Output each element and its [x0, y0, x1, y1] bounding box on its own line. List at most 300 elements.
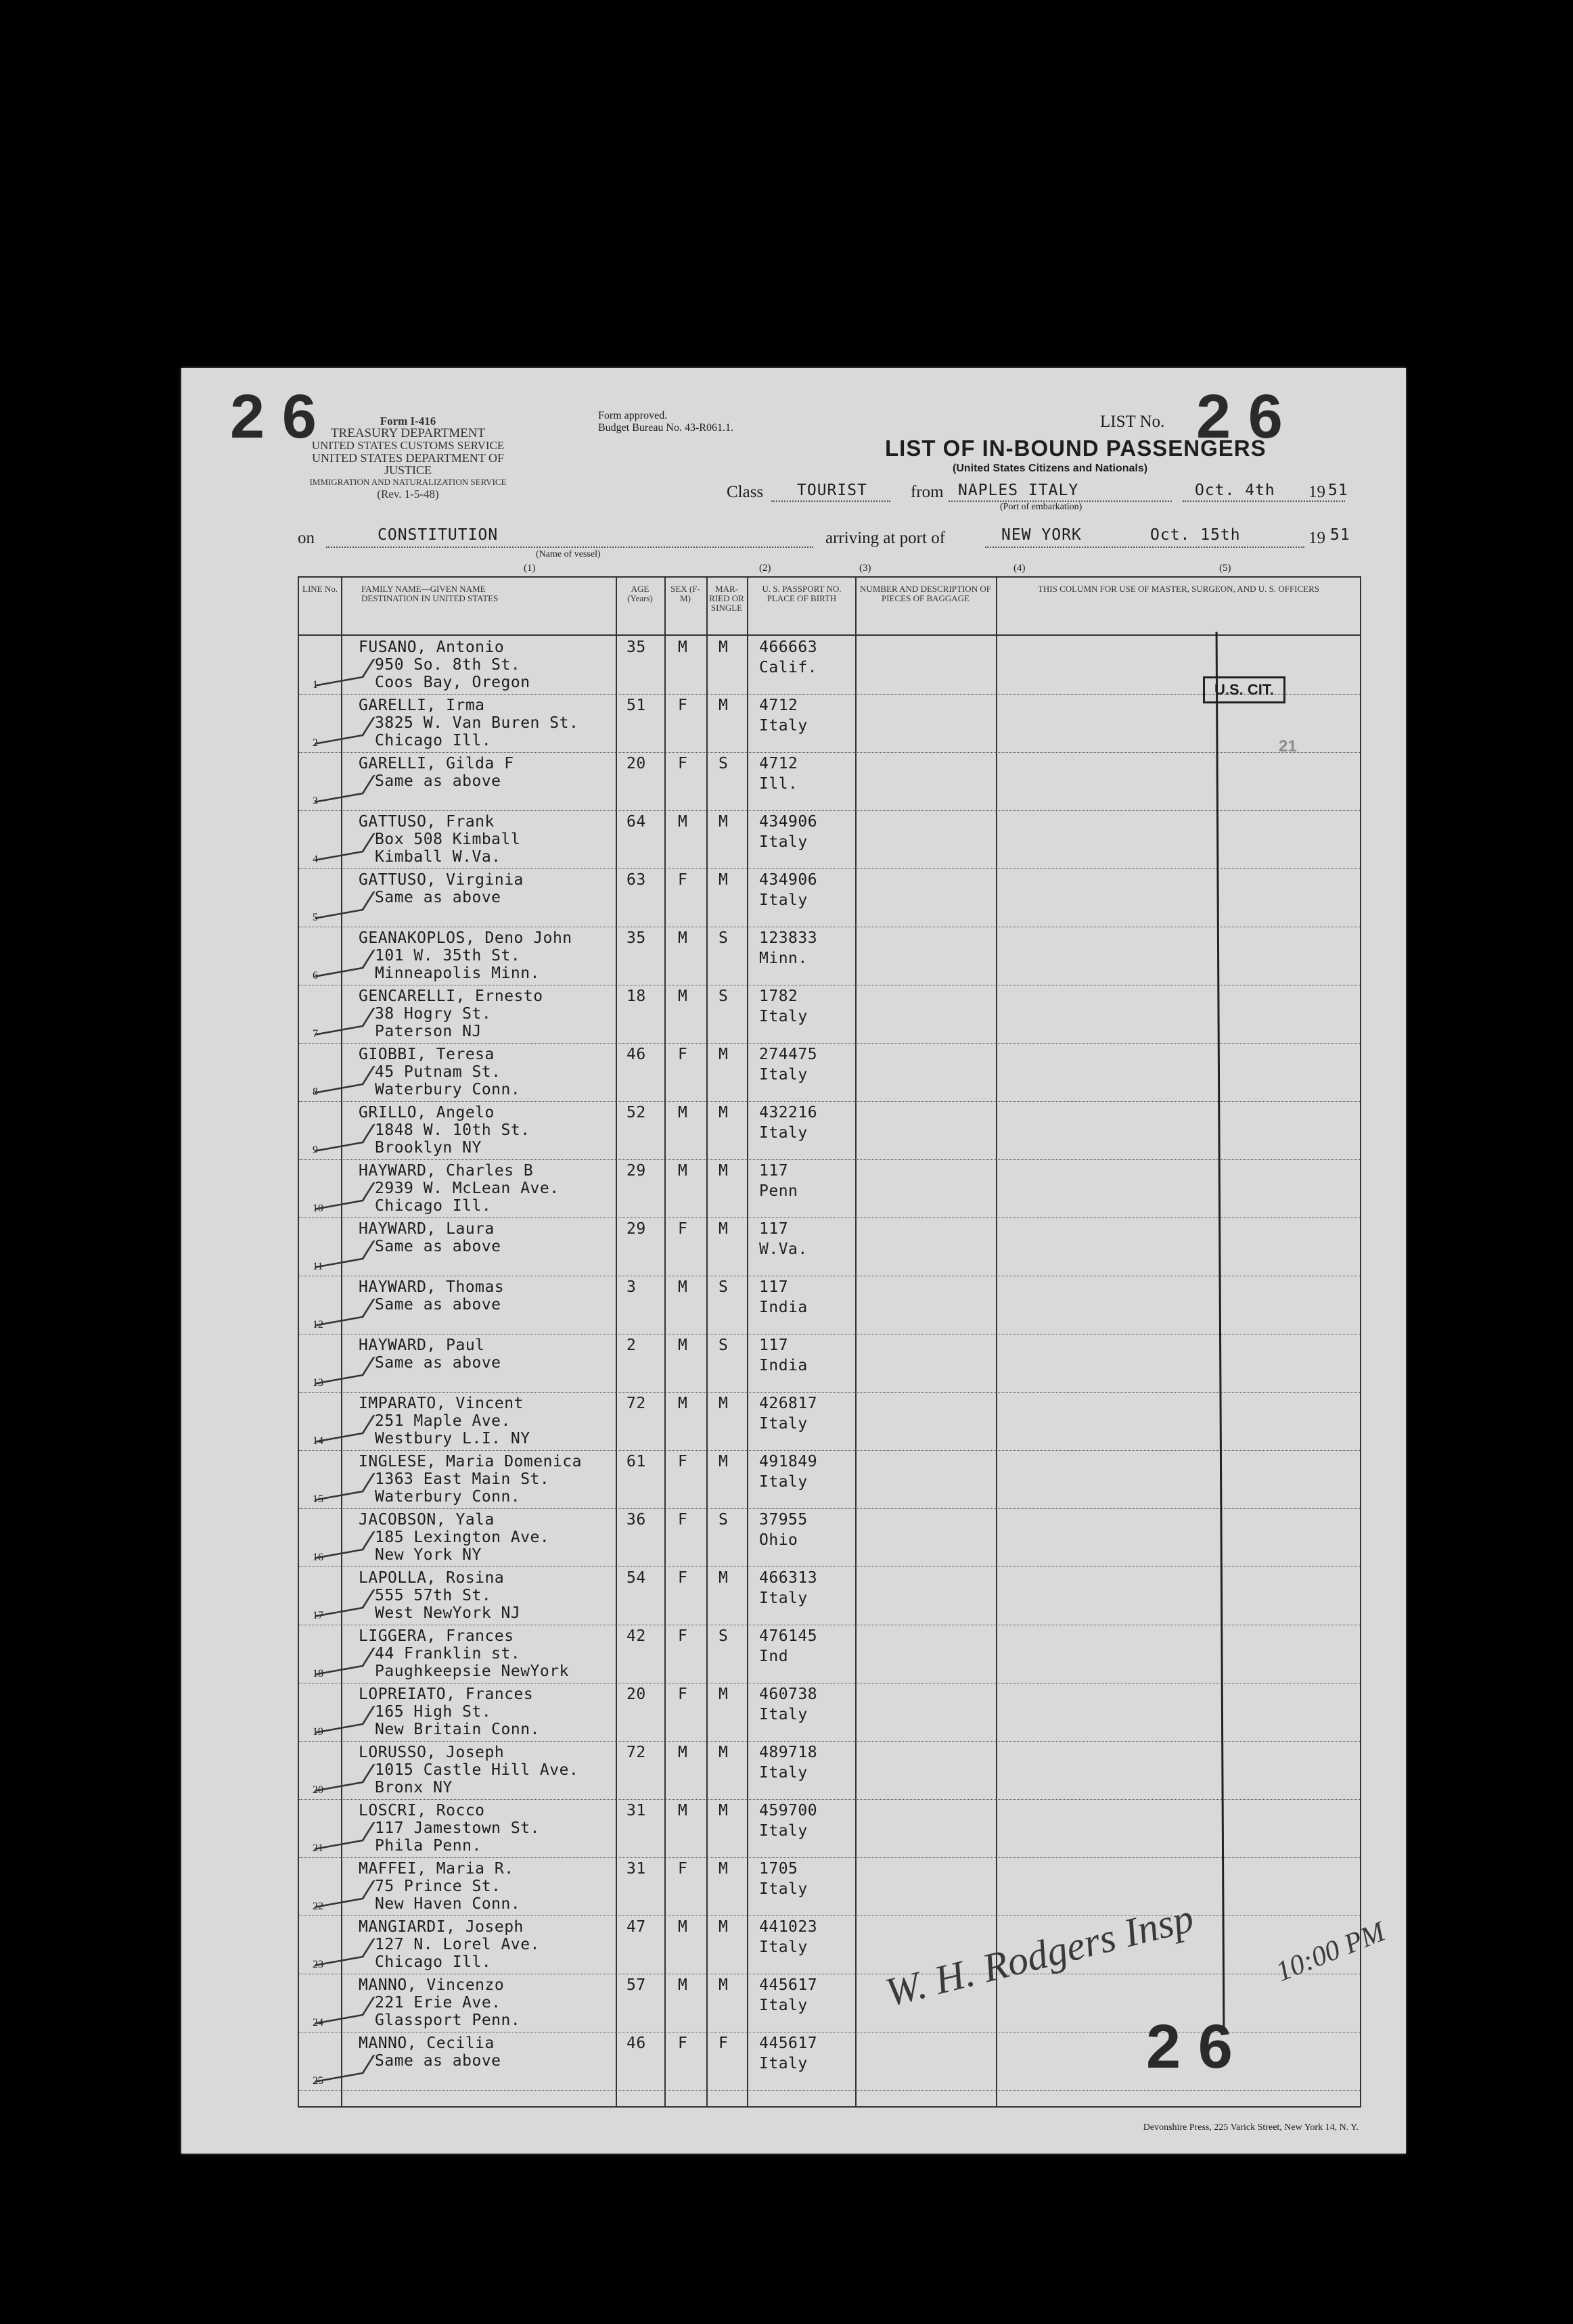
check-mark-icon [314, 1182, 375, 1210]
arrival-year-prefix: 19 [1308, 529, 1325, 547]
passport-number: 441023 [759, 1918, 818, 1936]
passenger-city: Phila Penn. [375, 1837, 482, 1855]
passenger-age: 35 [626, 929, 646, 947]
from-label: from [911, 483, 944, 501]
passport-number: 491849 [759, 1453, 818, 1470]
passenger-sex: F [678, 1511, 688, 1529]
passport-number: 466663 [759, 638, 818, 656]
passenger-age: 20 [626, 1686, 646, 1703]
passenger-sex: F [678, 1046, 688, 1063]
on-label: on [298, 529, 315, 547]
manifest-subtitle: (United States Citizens and Nationals) [953, 463, 1148, 474]
line-number: 19 [313, 1726, 323, 1738]
stamp-line-number: 21 [1279, 737, 1297, 756]
passenger-marital-status: M [719, 1686, 729, 1703]
passenger-marital-status: M [719, 1918, 729, 1936]
passenger-name: HAYWARD, Laura [359, 1220, 495, 1238]
passenger-city: Minneapolis Minn. [375, 965, 540, 982]
line-number: 17 [313, 1610, 323, 1621]
manifest-title: LIST OF IN-BOUND PASSENGERS [885, 436, 1267, 461]
line-number: 20 [313, 1784, 323, 1796]
passenger-marital-status: S [719, 1511, 729, 1529]
place-of-birth: Ind [759, 1648, 789, 1665]
passport-number: 4712 [759, 697, 798, 714]
passenger-sex: M [678, 1337, 688, 1354]
passenger-name: HAYWARD, Paul [359, 1337, 485, 1354]
passenger-age: 47 [626, 1918, 646, 1936]
passenger-sex: F [678, 697, 688, 714]
check-mark-icon [314, 1415, 375, 1443]
passenger-sex: M [678, 1162, 688, 1180]
passenger-age: 35 [626, 638, 646, 656]
line-number: 6 [313, 970, 318, 981]
passenger-age: 3 [626, 1278, 637, 1296]
place-of-birth: Italy [759, 1880, 808, 1898]
passenger-marital-status: M [719, 1104, 729, 1121]
place-of-birth: Italy [759, 833, 808, 851]
table-row [299, 1392, 1360, 1451]
departure-year-prefix: 19 [1308, 483, 1325, 501]
passenger-sex: M [678, 987, 688, 1005]
embarkation-note: (Port of embarkation) [1000, 502, 1082, 512]
passenger-name: LOSCRI, Rocco [359, 1802, 485, 1819]
place-of-birth: W.Va. [759, 1240, 808, 1258]
justice-label: UNITED STATES DEPARTMENT OF JUSTICE [311, 451, 504, 477]
passenger-marital-status: S [719, 1278, 729, 1296]
place-of-birth: Italy [759, 1066, 808, 1084]
passenger-address: Box 508 Kimball [375, 831, 521, 848]
passenger-address: 2939 W. McLean Ave. [375, 1180, 560, 1197]
place-of-birth: Ill. [759, 775, 798, 793]
passenger-city: New York NY [375, 1546, 482, 1564]
passport-number: 1782 [759, 987, 798, 1005]
passport-number: 445617 [759, 1976, 818, 1994]
header-sex: SEX (F-M) [670, 584, 700, 603]
line-number: 2 [313, 737, 318, 749]
place-of-birth: Italy [759, 717, 808, 735]
passenger-address: 44 Franklin st. [375, 1645, 521, 1663]
passenger-address: Same as above [375, 1354, 501, 1372]
passenger-marital-status: M [719, 1744, 729, 1761]
line-number: 21 [313, 1842, 323, 1854]
passenger-marital-status: M [719, 1395, 729, 1412]
place-of-birth: Italy [759, 2055, 808, 2072]
line-number: 10 [313, 1203, 323, 1214]
passenger-age: 31 [626, 1860, 646, 1878]
place-of-birth: Italy [759, 1473, 808, 1491]
check-mark-icon [314, 891, 375, 919]
passenger-age: 31 [626, 1802, 646, 1819]
passenger-address: 251 Maple Ave. [375, 1412, 511, 1430]
passenger-age: 46 [626, 1046, 646, 1063]
passenger-city: New Britain Conn. [375, 1721, 540, 1738]
column-number-2: (2) [759, 563, 771, 574]
passport-number: 117 [759, 1220, 789, 1238]
passport-number: 434906 [759, 871, 818, 889]
check-mark-icon [314, 1997, 375, 2024]
passport-number: 459700 [759, 1802, 818, 1819]
passenger-address: 45 Putnam St. [375, 1063, 501, 1081]
passenger-city: Paterson NJ [375, 1023, 482, 1040]
passenger-age: 46 [626, 2035, 646, 2052]
place-of-birth: Penn [759, 1182, 798, 1200]
table-row [299, 694, 1360, 753]
passenger-city: Westbury L.I. NY [375, 1430, 530, 1447]
passenger-marital-status: M [719, 1453, 729, 1470]
table-row [299, 1217, 1360, 1276]
passport-number: 476145 [759, 1627, 818, 1645]
passenger-marital-status: M [719, 1046, 729, 1063]
vessel-underline [326, 547, 813, 548]
line-number: 16 [313, 1552, 323, 1563]
printer-footer: Devonshire Press, 225 Varick Street, New York 14, N. Y. [1143, 2122, 1359, 2133]
table-row [299, 1043, 1360, 1102]
passport-number: 117 [759, 1278, 789, 1296]
line-number: 8 [313, 1086, 318, 1098]
passenger-name: GIOBBI, Teresa [359, 1046, 495, 1063]
column-number-5: (5) [1219, 563, 1231, 574]
place-of-birth: Italy [759, 1124, 808, 1142]
departure-date: Oct. 4th [1195, 482, 1275, 499]
passenger-address: Same as above [375, 1296, 501, 1314]
table-row [299, 1741, 1360, 1800]
passenger-age: 36 [626, 1511, 646, 1529]
immigration-label: IMMIGRATION AND NATURALIZATION SERVICE [309, 477, 507, 487]
table-row [299, 1625, 1360, 1683]
table-row [299, 927, 1360, 985]
table-row [299, 810, 1360, 869]
passenger-sex: F [678, 1686, 688, 1703]
header-officers: THIS COLUMN FOR USE OF MASTER, SURGEON, AND U. S. OFFICERS [1037, 584, 1320, 594]
check-mark-icon [314, 659, 375, 687]
line-number: 18 [313, 1668, 323, 1679]
passport-number: 117 [759, 1162, 789, 1180]
line-number: 9 [313, 1144, 318, 1156]
check-mark-icon [314, 1706, 375, 1734]
passenger-name: FUSANO, Antonio [359, 638, 505, 656]
line-number: 7 [313, 1028, 318, 1040]
table-row [299, 1857, 1360, 1916]
passenger-name: MANNO, Vincenzo [359, 1976, 505, 1994]
place-of-birth: Italy [759, 1706, 808, 1723]
passenger-name: GRILLO, Angelo [359, 1104, 495, 1121]
passenger-sex: M [678, 1104, 688, 1121]
check-mark-icon [314, 1357, 375, 1385]
passenger-age: 18 [626, 987, 646, 1005]
table-row [299, 985, 1360, 1044]
passenger-age: 51 [626, 697, 646, 714]
line-number: 23 [313, 1959, 323, 1970]
passenger-city: Chicago Ill. [375, 1953, 492, 1971]
passenger-sex: F [678, 1453, 688, 1470]
class-underline [771, 501, 890, 502]
passenger-marital-status: F [719, 2035, 729, 2052]
passenger-marital-status: M [719, 638, 729, 656]
passport-number: 466313 [759, 1569, 818, 1587]
passport-number: 445617 [759, 2035, 818, 2052]
passenger-marital-status: M [719, 1802, 729, 1819]
passenger-marital-status: M [719, 1569, 729, 1587]
place-of-birth: Italy [759, 1415, 808, 1433]
passport-number: 432216 [759, 1104, 818, 1121]
header-age: AGE (Years) [627, 584, 653, 603]
passenger-sex: F [678, 2035, 688, 2052]
passenger-sex: F [678, 871, 688, 889]
column-number-1: (1) [524, 563, 536, 574]
line-number: 24 [313, 2017, 323, 2028]
departure-year: 51 [1328, 482, 1348, 499]
passport-number: 117 [759, 1337, 789, 1354]
header-line-no: LINE No. [302, 584, 338, 594]
table-row [299, 752, 1360, 811]
passenger-age: 54 [626, 1569, 646, 1587]
line-number: 15 [313, 1493, 323, 1505]
arrival-underline [985, 547, 1304, 548]
passenger-marital-status: M [719, 697, 729, 714]
passenger-marital-status: M [719, 1162, 729, 1180]
place-of-birth: Minn. [759, 950, 808, 967]
place-of-birth: Italy [759, 891, 808, 909]
passenger-city: Coos Bay, Oregon [375, 674, 530, 691]
passenger-name: GARELLI, Gilda F [359, 755, 514, 772]
passenger-address: 1015 Castle Hill Ave. [375, 1761, 579, 1779]
passenger-age: 2 [626, 1337, 637, 1354]
passport-number: 426817 [759, 1395, 818, 1412]
check-mark-icon [314, 1531, 375, 1559]
class-value: TOURIST [797, 482, 867, 499]
table-row [299, 1276, 1360, 1334]
check-mark-icon [314, 1822, 375, 1850]
passenger-sex: M [678, 1278, 688, 1296]
table-row [299, 1159, 1360, 1218]
passenger-age: 72 [626, 1395, 646, 1412]
passenger-name: GEANAKOPLOS, Deno John [359, 929, 572, 947]
table-row [299, 1566, 1360, 1625]
passenger-marital-status: M [719, 1976, 729, 1994]
table-row [299, 1334, 1360, 1393]
passenger-sex: F [678, 1860, 688, 1878]
line-number: 25 [313, 2075, 323, 2087]
passenger-city: Glassport Penn. [375, 2012, 521, 2029]
passenger-address: 165 High St. [375, 1703, 492, 1721]
passenger-name: MAFFEI, Maria R. [359, 1860, 514, 1878]
check-mark-icon [314, 833, 375, 861]
class-label: Class [727, 483, 764, 501]
passenger-age: 61 [626, 1453, 646, 1470]
passenger-age: 42 [626, 1627, 646, 1645]
passenger-age: 72 [626, 1744, 646, 1761]
corner-list-number: 2 6 [230, 382, 317, 451]
passenger-sex: M [678, 813, 688, 831]
passenger-name: JACOBSON, Yala [359, 1511, 495, 1529]
line-number: 5 [313, 912, 318, 923]
embarkation-port: NAPLES ITALY [958, 482, 1079, 499]
table-row [299, 1450, 1360, 1509]
check-mark-icon [314, 1473, 375, 1501]
passenger-sex: F [678, 1569, 688, 1587]
place-of-birth: Italy [759, 1764, 808, 1782]
passenger-sex: M [678, 1802, 688, 1819]
passenger-name: MANNO, Cecilia [359, 2035, 495, 2052]
passenger-sex: M [678, 929, 688, 947]
line-number: 1 [313, 679, 318, 691]
budget-label: Budget Bureau No. 43-R061.1. [598, 422, 733, 434]
vessel-name: CONSTITUTION [378, 526, 499, 544]
bottom-list-number: 2 6 [1146, 2012, 1233, 2081]
passenger-city: Bronx NY [375, 1779, 453, 1796]
passenger-marital-status: S [719, 929, 729, 947]
table-row [299, 1915, 1360, 1974]
passenger-address: 1363 East Main St. [375, 1470, 550, 1488]
passport-number: 489718 [759, 1744, 818, 1761]
header-passport: U. S. PASSPORT NO. PLACE OF BIRTH [762, 584, 842, 603]
passport-number: 4712 [759, 755, 798, 772]
passenger-city: Brooklyn NY [375, 1139, 482, 1157]
passenger-name: GENCARELLI, Ernesto [359, 987, 543, 1005]
table-row [299, 636, 1360, 695]
check-mark-icon [314, 1938, 375, 1966]
passenger-sex: M [678, 638, 688, 656]
passenger-address: 38 Hogry St. [375, 1005, 492, 1023]
check-mark-icon [314, 1764, 375, 1792]
place-of-birth: India [759, 1357, 808, 1374]
passenger-age: 57 [626, 1976, 646, 1994]
approval-label: Form approved. [598, 410, 668, 421]
passenger-city: Waterbury Conn. [375, 1081, 521, 1098]
passenger-address: 950 So. 8th St. [375, 656, 521, 674]
passenger-address: Same as above [375, 889, 501, 906]
passenger-city: West NewYork NJ [375, 1604, 521, 1622]
passenger-address: Same as above [375, 772, 501, 790]
passenger-address: 221 Erie Ave. [375, 1994, 501, 2012]
passenger-address: 127 N. Lorel Ave. [375, 1936, 540, 1953]
passenger-name: GATTUSO, Frank [359, 813, 495, 831]
place-of-birth: Italy [759, 1822, 808, 1840]
line-number: 4 [313, 854, 318, 865]
passenger-sex: F [678, 1627, 688, 1645]
passport-number: 1705 [759, 1860, 798, 1878]
passenger-address: 75 Prince St. [375, 1878, 501, 1895]
passenger-sex: M [678, 1918, 688, 1936]
line-number: 12 [313, 1319, 323, 1330]
passenger-marital-status: M [719, 1860, 729, 1878]
header-married: MAR-RIED OR SINGLE [709, 584, 744, 613]
form-id: Form I-416 [380, 415, 436, 427]
passenger-age: 63 [626, 871, 646, 889]
passenger-address: 555 57th St. [375, 1587, 492, 1604]
passenger-sex: M [678, 1976, 688, 1994]
check-mark-icon [314, 950, 375, 977]
check-mark-icon [314, 1066, 375, 1094]
check-mark-icon [314, 1299, 375, 1326]
revision-label: (Rev. 1-5-48) [377, 488, 439, 501]
table-row [299, 1799, 1360, 1858]
check-mark-icon [314, 1880, 375, 1908]
place-of-birth: Italy [759, 1997, 808, 2014]
place-of-birth: Italy [759, 1008, 808, 1025]
passenger-marital-status: S [719, 987, 729, 1005]
passenger-sex: M [678, 1395, 688, 1412]
table-row [299, 1683, 1360, 1742]
check-mark-icon [314, 2055, 375, 2083]
passenger-age: 20 [626, 755, 646, 772]
passenger-city: Chicago Ill. [375, 1197, 492, 1215]
check-mark-icon [314, 775, 375, 803]
passenger-name: LOPREIATO, Frances [359, 1686, 534, 1703]
passenger-name: HAYWARD, Thomas [359, 1278, 505, 1296]
arrival-date: Oct. 15th [1150, 526, 1241, 544]
passenger-marital-status: S [719, 1337, 729, 1354]
place-of-birth: Calif. [759, 659, 818, 676]
manifest-page [181, 368, 1406, 2154]
check-mark-icon [314, 1648, 375, 1675]
customs-label: UNITED STATES CUSTOMS SERVICE [311, 439, 505, 452]
check-mark-icon [314, 717, 375, 745]
place-of-birth: Ohio [759, 1531, 798, 1549]
arrival-port: NEW YORK [1001, 526, 1082, 544]
arriving-label: arriving at port of [825, 529, 946, 547]
passenger-city: Kimball W.Va. [375, 848, 501, 866]
passport-number: 434906 [759, 813, 818, 831]
passenger-name: GARELLI, Irma [359, 697, 485, 714]
passenger-city: New Haven Conn. [375, 1895, 521, 1913]
column-number-3: (3) [859, 563, 871, 574]
passenger-address: 101 W. 35th St. [375, 947, 521, 965]
line-number: 3 [313, 795, 318, 807]
passenger-age: 29 [626, 1220, 646, 1238]
inspection-time: 10:00 PM [1271, 1915, 1390, 1989]
approval-block [598, 410, 733, 434]
passenger-age: 29 [626, 1162, 646, 1180]
passenger-sex: F [678, 755, 688, 772]
passenger-marital-status: S [719, 755, 729, 772]
passenger-sex: M [678, 1744, 688, 1761]
passport-number: 274475 [759, 1046, 818, 1063]
check-mark-icon [314, 1240, 375, 1268]
header-name: FAMILY NAME—GIVEN NAME DESTINATION IN UNITED STATES [361, 584, 499, 603]
passenger-address: 1848 W. 10th St. [375, 1121, 530, 1139]
passport-number: 460738 [759, 1686, 818, 1703]
passenger-table [298, 576, 1390, 2108]
inspector-signature: W. H. Rodgers Insp [881, 1895, 1198, 2016]
passenger-marital-status: S [719, 1627, 729, 1645]
us-citizen-stamp: U.S. CIT. [1203, 676, 1285, 703]
check-mark-icon [314, 1008, 375, 1036]
passenger-marital-status: M [719, 813, 729, 831]
treasury-label: TREASURY DEPARTMENT [330, 426, 486, 440]
table-row [299, 1508, 1360, 1567]
passenger-address: Same as above [375, 1238, 501, 1255]
passenger-name: HAYWARD, Charles B [359, 1162, 534, 1180]
passenger-name: INGLESE, Maria Domenica [359, 1453, 582, 1470]
check-mark-icon [314, 1589, 375, 1617]
passenger-address: 3825 W. Van Buren St. [375, 714, 579, 732]
line-number: 13 [313, 1377, 323, 1389]
passenger-name: LAPOLLA, Rosina [359, 1569, 505, 1587]
header-baggage: NUMBER AND DESCRIPTION OF PIECES OF BAGGAGE [860, 584, 991, 603]
line-number: 14 [313, 1435, 323, 1447]
passenger-name: LIGGERA, Frances [359, 1627, 514, 1645]
arrival-year: 51 [1330, 526, 1350, 544]
passenger-name: LORUSSO, Joseph [359, 1744, 505, 1761]
table-row [299, 1101, 1360, 1160]
passenger-name: MANGIARDI, Joseph [359, 1918, 524, 1936]
passenger-sex: F [678, 1220, 688, 1238]
passport-number: 37955 [759, 1511, 808, 1529]
passenger-marital-status: M [719, 871, 729, 889]
list-no-label: LIST No. [1100, 413, 1165, 431]
passenger-age: 64 [626, 813, 646, 831]
